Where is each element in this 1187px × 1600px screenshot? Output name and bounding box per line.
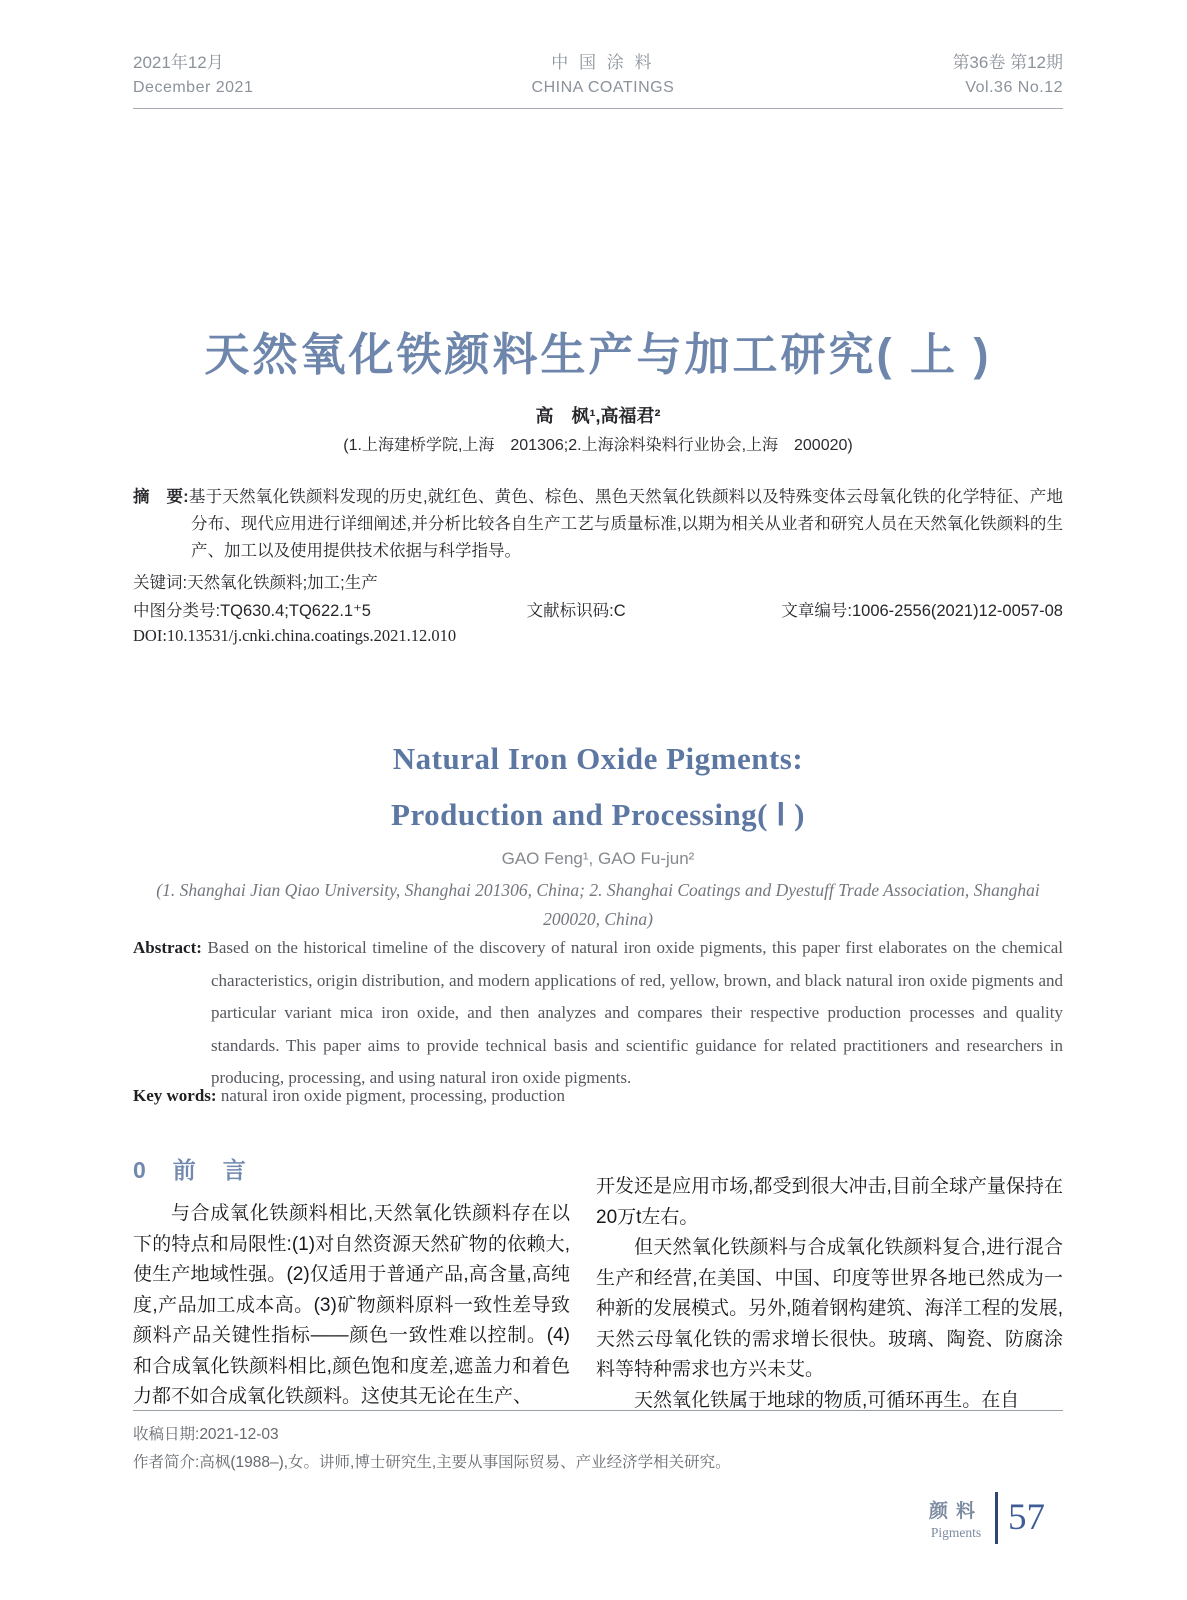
author-bio-label: 作者简介: — [133, 1454, 200, 1471]
body-column-right — [596, 1148, 1063, 1416]
paragraph: 开发还是应用市场,都受到很大冲击,目前全球产量保持在20万t左右。 — [596, 1176, 1063, 1228]
header-date-cn: 2021年12月 — [133, 53, 224, 72]
keywords-cn — [133, 569, 1063, 593]
article-title-en — [133, 731, 1063, 843]
body-columns — [133, 1148, 1063, 1416]
abstract-text-cn: 基于天然氧化铁颜料发现的历史,就红色、黄色、棕色、黑色天然氧化铁颜料以及特殊变体云母氧化铁的化学特征、产地分布、现代应用进行详细阐述,并分析比较各自生产工艺与质量标准,以期为相关从业者和研究人员在天然氧化铁颜料的生产、加工以及使用提供技术依据与科学指导。 — [188, 488, 1063, 560]
doi: DOI:10.13531/j.cnki.china.coatings.2021.12.010 — [133, 626, 457, 645]
keywords-text-en: natural iron oxide pigment, processing, production — [220, 1086, 566, 1105]
header-issue-date — [133, 50, 253, 100]
abstract-cn — [133, 484, 1063, 565]
column-name-cn: 颜料 — [928, 1500, 983, 1522]
abstract-label-en: Abstract: — [133, 938, 202, 957]
journal-name-cn: 中 国 涂 料 — [551, 53, 655, 72]
clc-value: TQ630.4;TQ622.1⁺5 — [220, 602, 371, 620]
header-volume-issue — [952, 50, 1063, 100]
header-journal-name — [532, 50, 675, 100]
page-footer — [929, 1492, 1045, 1544]
received-date-label: 收稿日期: — [133, 1426, 200, 1443]
volume-issue-cn: 第36卷 第12期 — [952, 53, 1063, 72]
header-divider — [133, 108, 1063, 109]
journal-name-en: CHINA COATINGS — [531, 79, 675, 96]
keywords-label-cn: 关键词: — [133, 574, 188, 592]
affiliation-en: (1. Shanghai Jian Qiao University, Shanghai 201306, China; 2. Shanghai Coatings and Dyestuff Trade Association, Shanghai 200020, China) — [156, 880, 1040, 929]
column-name — [929, 1496, 983, 1541]
document-code — [527, 597, 626, 621]
keywords-text-cn: 天然氧化铁颜料;加工;生产 — [187, 574, 378, 592]
column-name-en: Pigments — [930, 1524, 982, 1540]
paragraph: 但天然氧化铁颜料与合成氧化铁颜料复合,进行混合生产和经营,在美国、中国、印度等世界各地已然成为一种新的发展模式。另外,随着钢构建筑、海洋工程的发展,天然云母氧化铁的需求增长很快。玻璃、陶瓷、防腐涂料等特种需求也方兴未艾。 — [596, 1237, 1063, 1380]
section-0-heading: 0 前 言 — [133, 1157, 248, 1183]
article-id — [781, 597, 1063, 621]
paragraph: 与合成氧化铁颜料相比,天然氧化铁颜料存在以下的特点和局限性:(1)对自然资源天然矿物的依赖大,使生产地域性强。(2)仅适用于普通产品,高含量,高纯度,产品加工成本高。(3)矿物颜料原料一致性差导致颜料产品关键性指标——颜色一致性难以控制。(4)和合成氧化铁颜料相比,颜色饱和度差,遮盖力和着色力都不如合成氧化铁颜料。这使其无论在生产、 — [133, 1203, 570, 1407]
clc-number — [133, 597, 371, 621]
article-id-value: 1006-2556(2021)12-0057-08 — [851, 602, 1063, 620]
journal-header — [133, 50, 1063, 100]
abstract-label-cn: 摘 要: — [133, 488, 189, 506]
body-column-left — [133, 1148, 570, 1416]
article-title-cn: 天然氧化铁颜料生产与加工研究( 上 ) — [204, 329, 992, 380]
article-title-en-line1: Natural Iron Oxide Pigments: — [392, 741, 804, 776]
keywords-label-en: Key words: — [133, 1086, 217, 1105]
classification-row — [133, 597, 1063, 621]
author-bio — [133, 1449, 1063, 1477]
received-date — [133, 1421, 1063, 1449]
affiliation-cn: (1.上海建桥学院,上海 201306;2.上海涂料染料行业协会,上海 200020) — [343, 437, 853, 454]
paragraph: 天然氧化铁属于地球的物质,可循环再生。在自 — [634, 1389, 1020, 1411]
authors-en: GAO Feng¹, GAO Fu-jun² — [501, 849, 695, 868]
article-title-en-line2: Production and Processing( Ⅰ ) — [391, 797, 805, 832]
volume-issue-en: Vol.36 No.12 — [965, 79, 1063, 96]
article-id-label: 文章编号: — [781, 602, 852, 620]
page-number: 57 — [1008, 1497, 1045, 1538]
received-date-value: 2021-12-03 — [199, 1426, 279, 1443]
header-date-en: December 2021 — [133, 79, 254, 96]
doc-code-label: 文献标识码: — [526, 602, 614, 620]
abstract-en — [133, 932, 1063, 1095]
clc-label: 中图分类号: — [133, 602, 221, 620]
doc-code-value: C — [613, 602, 626, 620]
keywords-en — [133, 1086, 1063, 1106]
footnote — [133, 1410, 1063, 1477]
author-bio-value: 高枫(1988–),女。讲师,博士研究生,主要从事国际贸易、产业经济学相关研究。 — [199, 1454, 731, 1471]
footer-divider-bar — [995, 1492, 998, 1544]
authors-cn: 高 枫¹,高福君² — [535, 406, 661, 426]
abstract-text-en: Based on the historical timeline of the discovery of natural iron oxide pigments, this paper first elaborates on the chemical characteristics, origin distribution, and modern applications of red, yellow, brown, and black natural iron oxide pigments and particular variant mica iron oxide, and then analyzes and compares their respective production processes and quality standards. This paper aims to provide technical basis and scientific guidance for related practitioners and researchers in producing, processing, and using natural iron oxide pigments. — [207, 938, 1064, 1087]
